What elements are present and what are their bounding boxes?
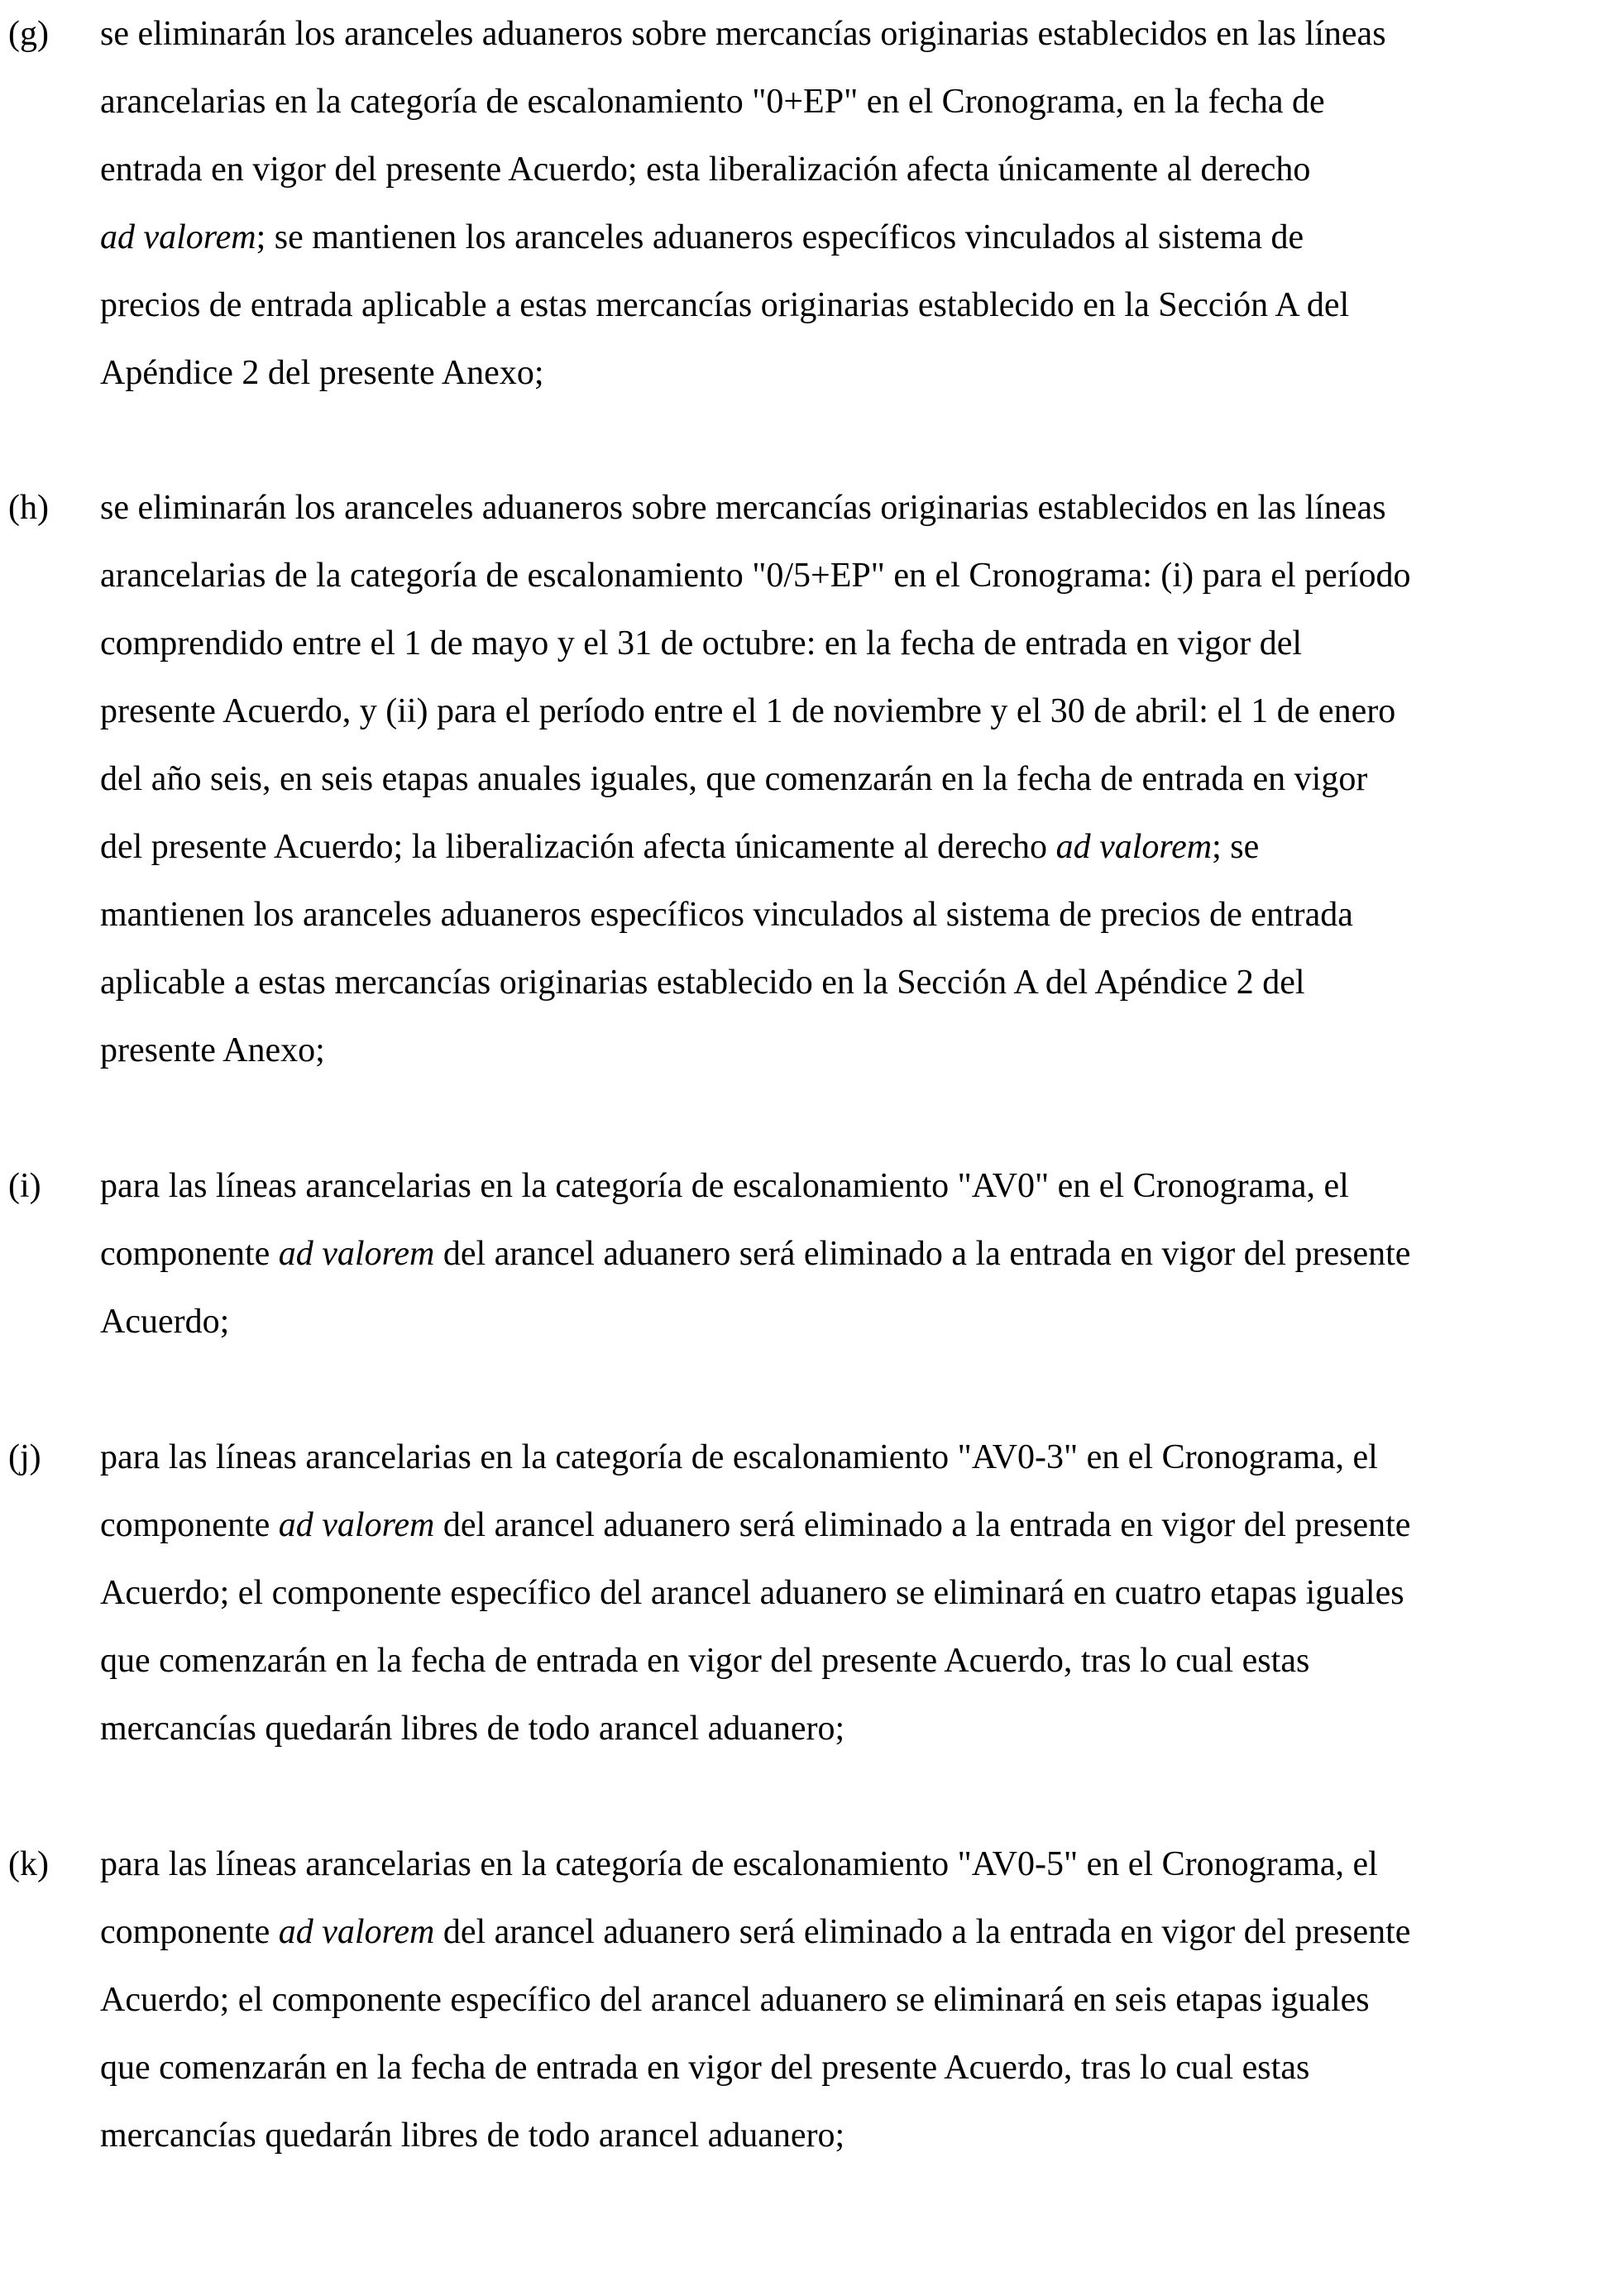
paragraph-label: (i) bbox=[8, 1167, 41, 1205]
text-line bbox=[100, 745, 1589, 813]
text-line bbox=[100, 339, 1589, 407]
paragraph-label: (k) bbox=[8, 1845, 49, 1883]
text-run: componente bbox=[100, 1235, 279, 1273]
text-run: componente bbox=[100, 1506, 279, 1544]
text-run: del arancel aduanero será eliminado a la entrada en vigor del presente bbox=[434, 1913, 1411, 1951]
text-line bbox=[100, 881, 1589, 949]
text-run: del arancel aduanero será eliminado a la entrada en vigor del presente bbox=[434, 1506, 1411, 1544]
text-run: ; se mantienen los aranceles aduaneros específicos vinculados al sistema de bbox=[256, 218, 1304, 256]
text-line bbox=[100, 68, 1589, 136]
paragraph-label: (g) bbox=[8, 15, 49, 53]
text-run: se eliminarán los aranceles aduaneros sobre mercancías originarias establecidos en las líneas bbox=[100, 489, 1386, 527]
italic-term: ad valorem bbox=[1055, 828, 1213, 866]
text-line bbox=[100, 1898, 1589, 1966]
text-run: que comenzarán en la fecha de entrada en vigor del presente Acuerdo, tras lo cual estas bbox=[100, 2049, 1310, 2087]
text-line bbox=[100, 1152, 1589, 1220]
text-line bbox=[100, 813, 1589, 881]
italic-term: ad valorem bbox=[278, 1913, 435, 1951]
text-run: para las líneas arancelarias en la categoría de escalonamiento "AV0-5" en el Cronograma, el bbox=[100, 1845, 1378, 1883]
text-run: del arancel aduanero será eliminado a la entrada en vigor del presente bbox=[434, 1235, 1411, 1273]
text-run: entrada en vigor del presente Acuerdo; esta liberalización afecta únicamente al derecho bbox=[100, 151, 1311, 189]
paragraph-label: (j) bbox=[8, 1438, 41, 1476]
text-line bbox=[100, 2102, 1589, 2169]
text-run: Acuerdo; el componente específico del arancel aduanero se eliminará en cuatro etapas iguales bbox=[100, 1574, 1404, 1612]
text-line bbox=[100, 136, 1589, 203]
text-line bbox=[100, 1288, 1589, 1356]
text-line bbox=[100, 542, 1589, 610]
text-run: mercancías quedarán libres de todo arancel aduanero; bbox=[100, 1710, 845, 1748]
text-run: mercancías quedarán libres de todo arancel aduanero; bbox=[100, 2117, 845, 2155]
text-run: Acuerdo; el componente específico del arancel aduanero se eliminará en seis etapas iguales bbox=[100, 1981, 1370, 2019]
text-line bbox=[100, 271, 1589, 339]
text-line bbox=[100, 1016, 1589, 1084]
text-line bbox=[100, 1966, 1589, 2034]
text-run: componente bbox=[100, 1913, 279, 1951]
text-line bbox=[100, 610, 1589, 677]
text-run: presente Anexo; bbox=[100, 1031, 325, 1069]
text-run: precios de entrada aplicable a estas mercancías originarias establecido en la Sección A del bbox=[100, 286, 1350, 324]
text-line bbox=[100, 2034, 1589, 2102]
italic-term: ad valorem bbox=[278, 1235, 435, 1273]
text-line bbox=[100, 0, 1589, 68]
text-run: se eliminarán los aranceles aduaneros sobre mercancías originarias establecidos en las líneas bbox=[100, 15, 1386, 53]
text-run: arancelarias de la categoría de escalonamiento "0/5+EP" en el Cronograma: (i) para el período bbox=[100, 557, 1411, 595]
text-line bbox=[100, 1220, 1589, 1288]
text-run: que comenzarán en la fecha de entrada en vigor del presente Acuerdo, tras lo cual estas bbox=[100, 1642, 1310, 1680]
text-line bbox=[100, 677, 1589, 745]
text-line bbox=[100, 1423, 1589, 1491]
text-run: del año seis, en seis etapas anuales iguales, que comenzarán en la fecha de entrada en vigor bbox=[100, 760, 1368, 798]
italic-term: ad valorem bbox=[278, 1506, 435, 1544]
text-line bbox=[100, 474, 1589, 542]
text-line bbox=[100, 1830, 1589, 1898]
text-line bbox=[100, 1559, 1589, 1627]
text-line bbox=[100, 203, 1589, 271]
text-run: Apéndice 2 del presente Anexo; bbox=[100, 354, 544, 392]
text-run: aplicable a estas mercancías originarias establecido en la Sección A del Apéndice 2 del bbox=[100, 964, 1305, 1002]
paragraph-label: (h) bbox=[8, 489, 49, 527]
text-run: para las líneas arancelarias en la categoría de escalonamiento "AV0-3" en el Cronograma, el bbox=[100, 1438, 1378, 1476]
text-line bbox=[100, 1627, 1589, 1695]
text-run: mantienen los aranceles aduaneros específicos vinculados al sistema de precios de entrada bbox=[100, 896, 1353, 934]
text-run: del presente Acuerdo; la liberalización afecta únicamente al derecho bbox=[100, 828, 1056, 866]
text-run: para las líneas arancelarias en la categoría de escalonamiento "AV0" en el Cronograma, el bbox=[100, 1167, 1349, 1205]
text-run: arancelarias en la categoría de escalonamiento "0+EP" en el Cronograma, en la fecha de bbox=[100, 83, 1325, 121]
text-run: presente Acuerdo, y (ii) para el período entre el 1 de noviembre y el 30 de abril: el 1 de enero bbox=[100, 692, 1396, 730]
text-line bbox=[100, 1491, 1589, 1559]
text-run: ; se bbox=[1212, 828, 1260, 866]
text-run: comprendido entre el 1 de mayo y el 31 de octubre: en la fecha de entrada en vigor del bbox=[100, 624, 1303, 662]
text-line bbox=[100, 1695, 1589, 1763]
italic-term: ad valorem bbox=[100, 218, 256, 256]
text-line bbox=[100, 949, 1589, 1016]
text-run: Acuerdo; bbox=[100, 1303, 230, 1341]
